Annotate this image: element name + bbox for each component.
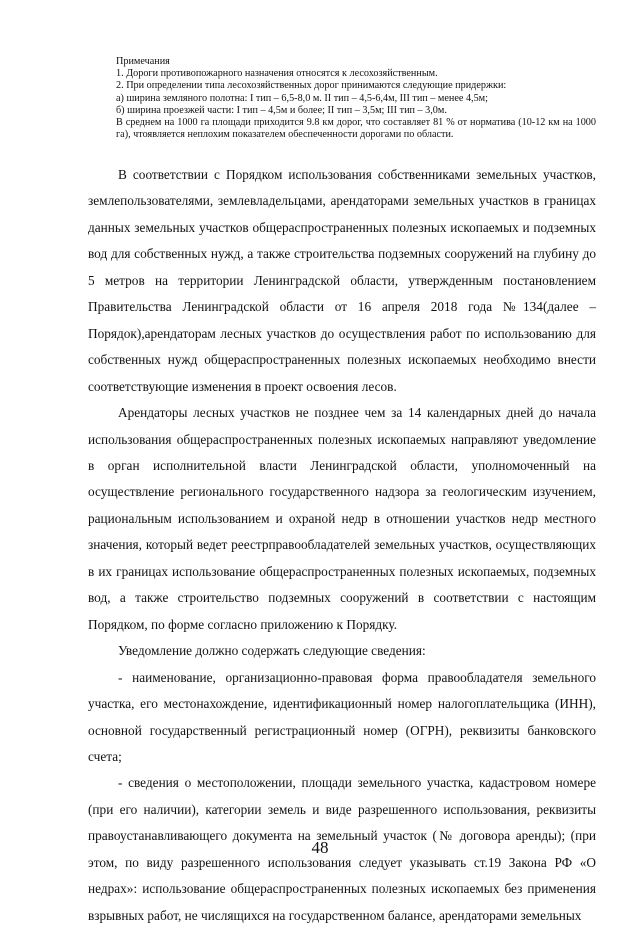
note-line-5: В среднем на 1000 га площади приходится 9.8 км дорог, что составляет 81 % от норматива (10-12 км на 1000 га), чтоявляется неплохим показателем обеспеченности дорогами по области. bbox=[116, 117, 596, 141]
notes-title: Примечания bbox=[116, 56, 170, 67]
paragraph-2: Арендаторы лесных участков не позднее чем за 14 календарных дней до начала использования общераспространенных полезных ископаемых направляют уведомление в орган исполнительной власти Ленинградской области, уполномоченный на осуществление регионального государственного надзора за геологическим изучением, рациональным использованием и охраной недр в отношении участков недр местного значения, который ведет реестрправообладателей земельных участков, осуществляющих в их границах использование общераспространенных полезных ископаемых, подземных вод, а также строительство подземных сооружений в соответствии с настоящим Порядком, по форме согласно приложению к Порядку. bbox=[88, 405, 596, 632]
note-line-4: б) ширина проезжей части: I тип – 4,5м и более; II тип – 3,5м; III тип – 3,0м. bbox=[116, 104, 447, 116]
page-number: 48 bbox=[311, 838, 329, 857]
note-line-3: а) ширина земляного полотна: I тип – 6,5-8,0 м. II тип – 4,5-6,4м, III тип – менее 4,5м; bbox=[116, 92, 488, 104]
body-text bbox=[88, 162, 596, 929]
paragraph-4: - наименование, организационно-правовая форма правообладателя земельного участка, его местонахождение, идентификационный номер налогоплательщика (ИНН), основной государственный регистрационный номер (ОГРН), реквизиты банковского счета; bbox=[88, 669, 596, 764]
footnotes-block bbox=[116, 56, 596, 141]
paragraph-1: В соответствии с Порядком использования собственниками земельных участков, землепользователями, землевладельцами, арендаторами земельных участков в границах данных земельных участков общераспространенных полезных ископаемых и подземных вод для собственных нужд, а также строительства подземных сооружений на глубину до 5 метров на территории Ленинградской области, утвержденным постановлением Правительства Ленинградской области от 16 апреля 2018 года №134(далее – Порядок),арендаторам лесных участков до осуществления работ по использованию для собственных нужд общераспространенных полезных ископаемых необходимо внести соответствующие изменения в проект освоения лесов. bbox=[88, 167, 596, 394]
paragraph-3: Уведомление должно содержать следующие сведения: bbox=[118, 643, 426, 659]
note-line-2: 2. При определении типа лесохозяйственных дорог принимаются следующие придержки: bbox=[116, 80, 507, 92]
note-line-1: 1. Дороги противопожарного назначения относятся к лесохозяйственным. bbox=[116, 68, 438, 80]
paragraph-5: - сведения о местоположении, площади земельного участка, кадастровом номере (при его наличии), категории земель и виде разрешенного использования, реквизиты правоустанавливающего документа на земельный участок (№ договора аренды); (при этом, по виду разрешенного использования следует указывать ст.19 Закона РФ «О недрах»: использование общераспространенных полезных ископаемых без применения взрывных работ, не числящихся на государственном балансе, арендаторами земельных bbox=[88, 775, 596, 923]
